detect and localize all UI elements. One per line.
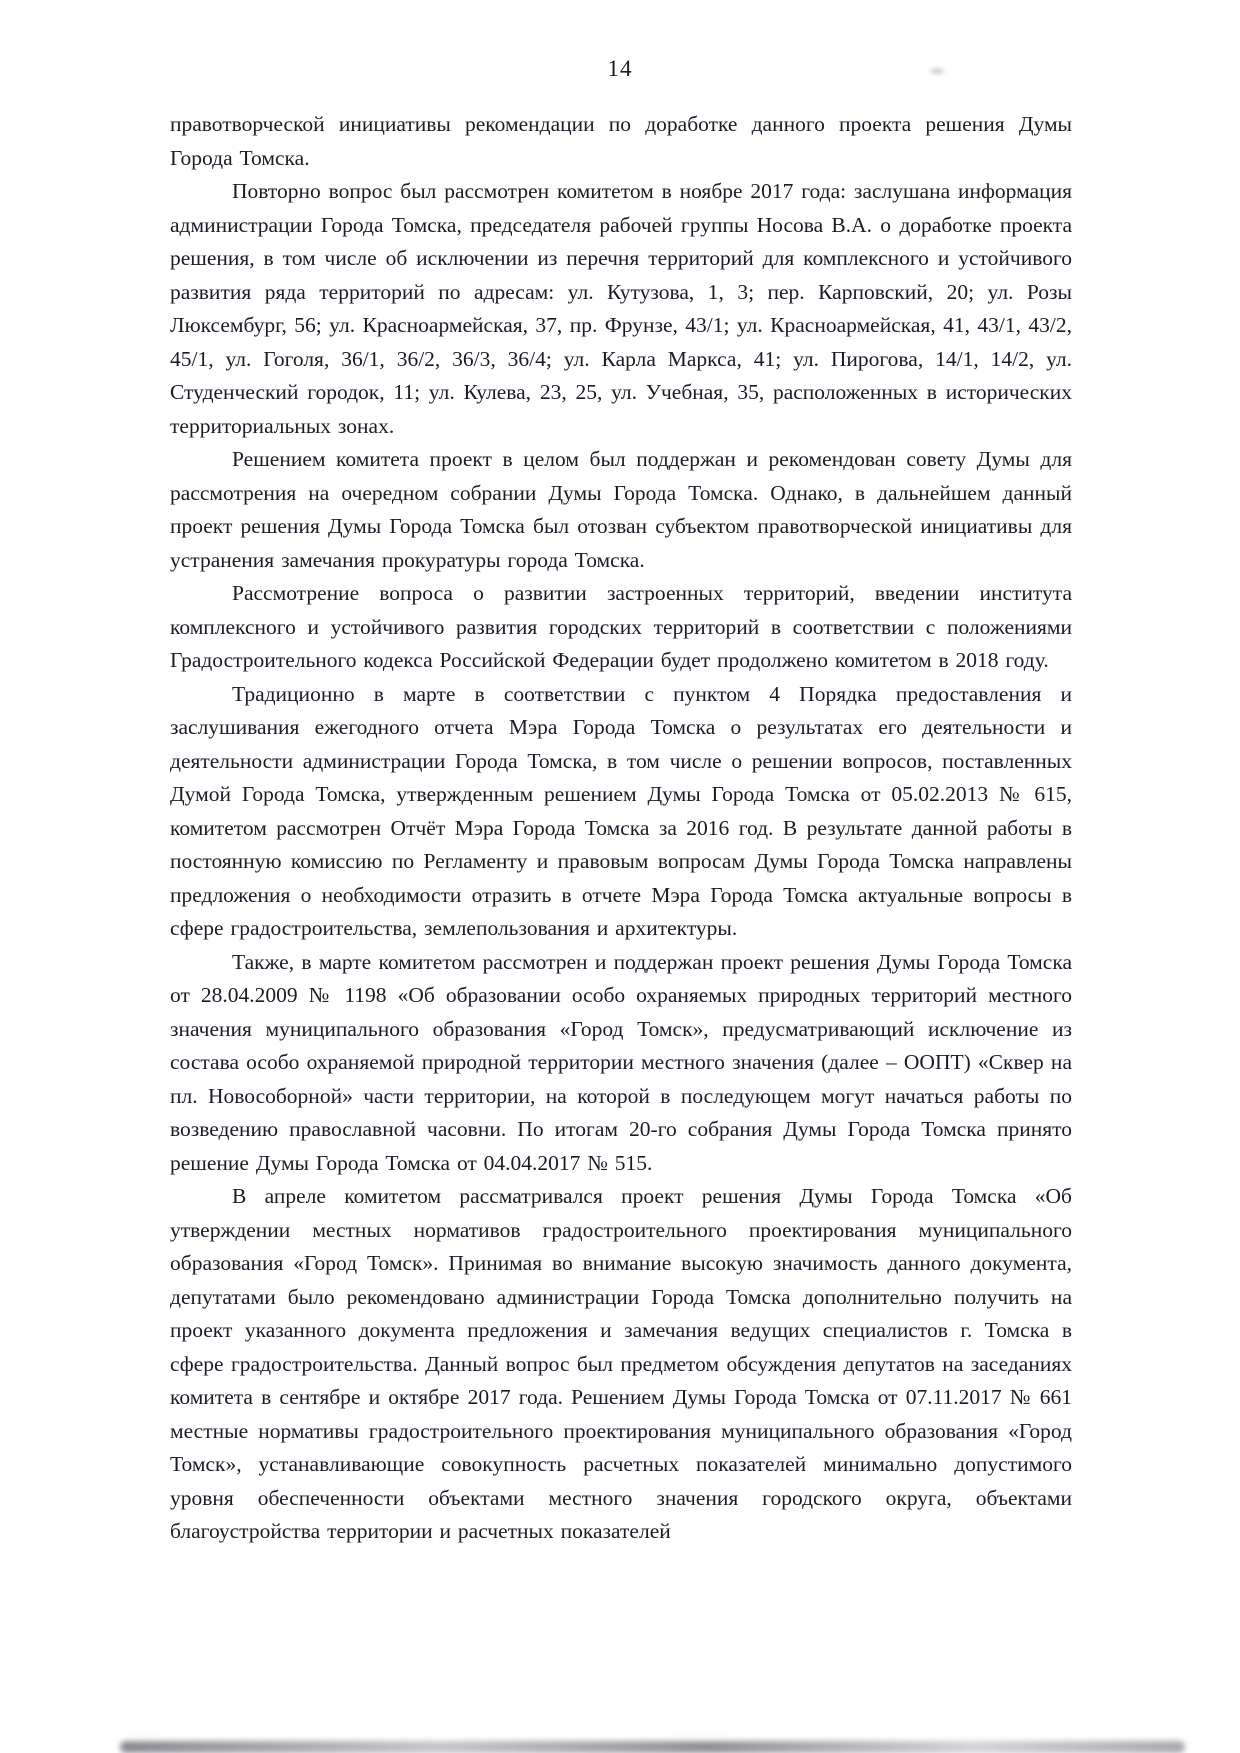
paragraph: Также, в марте комитетом рассмотрен и поддержан проект решения Думы Города Томска от 28.04.2009 № 1198 «Об образовании особо охраняемых природных территорий местного значения муниципального образования «Город Томск», предусматривающий исключение из состава особо охраняемой природной территории местного значения (далее – ООПТ) «Сквер на пл. Новособорной» части территории, на которой в последующем могут начаться работы по возведению православной часовни. По итогам 20-го собрания Думы Города Томска принято решение Думы Города Томска от 04.04.2017 № 515. xyxy=(170,949,1072,1175)
scan-edge-artifact xyxy=(120,1741,1185,1753)
page-number: 14 xyxy=(607,56,633,81)
paragraph: Традиционно в марте в соответствии с пунктом 4 Порядка предоставления и заслушивания ежегодного отчета Мэра Города Томска о результатах его деятельности и деятельности администрации Города Томска, в том числе о решении вопросов, поставленных Думой Города Томска, утвержденным решением Думы Города Томска от 05.02.2013 № 615, комитетом рассмотрен Отчёт Мэра Города Томска за 2016 год. В результате данной работы в постоянную комиссию по Регламенту и правовым вопросам Думы Города Томска направлены предложения о необходимости отразить в отчете Мэра Города Томска актуальные вопросы в сфере градостроительства, землепользования и архитектуры. xyxy=(170,681,1072,940)
scan-speck-artifact xyxy=(930,68,944,74)
paragraph: Рассмотрение вопроса о развитии застроенных территорий, введении института комплексного и устойчивого развития городских территорий в соответствии с положениями Градостроительного кодекса Российской Федерации будет продолжено комитетом в 2018 году. xyxy=(170,581,1072,672)
paragraph: В апреле комитетом рассматривался проект решения Думы Города Томска «Об утверждении местных нормативов градостроительного проектирования муниципального образования «Город Томск». Принимая во внимание высокую значимость данного документа, депутатами было рекомендовано администрации Города Томска дополнительно получить на проект указанного документа предложения и замечания ведущих специалистов г. Томска в сфере градостроительства. Данный вопрос был предметом обсуждения депутатов на заседаниях комитета в сентябре и октябре 2017 года. Решением Думы Города Томска от 07.11.2017 № 661 местные нормативы градостроительного проектирования муниципального образования «Город Томск», устанавливающие совокупность расчетных показателей минимально допустимого уровня обеспеченности объектами местного значения городского округа, объектами благоустройства территории и расчетных показателей xyxy=(170,1184,1072,1543)
document-body-text xyxy=(170,108,1072,1549)
paragraph: правотворческой инициативы рекомендации по доработке данного проекта решения Думы Города Томска. xyxy=(170,112,1072,170)
paragraph: Решением комитета проект в целом был поддержан и рекомендован совету Думы для рассмотрения на очередном собрании Думы Города Томска. Однако, в дальнейшем данный проект решения Думы Города Томска был отозван субъектом правотворческой инициативы для устранения замечания прокуратуры города Томска. xyxy=(170,447,1072,572)
paragraph: Повторно вопрос был рассмотрен комитетом в ноябре 2017 года: заслушана информация администрации Города Томска, председателя рабочей группы Носова В.А. о доработке проекта решения, в том числе об исключении из перечня территорий для комплексного и устойчивого развития ряда территорий по адресам: ул. Кутузова, 1, 3; пер. Карповский, 20; ул. Розы Люксембург, 56; ул. Красноармейская, 37, пр. Фрунзе, 43/1; ул. Красноармейская, 41, 43/1, 43/2, 45/1, ул. Гоголя, 36/1, 36/2, 36/3, 36/4; ул. Карла Маркса, 41; ул. Пирогова, 14/1, 14/2, ул. Студенческий городок, 11; ул. Кулева, 23, 25, ул. Учебная, 35, расположенных в исторических территориальных зонах. xyxy=(170,179,1072,438)
